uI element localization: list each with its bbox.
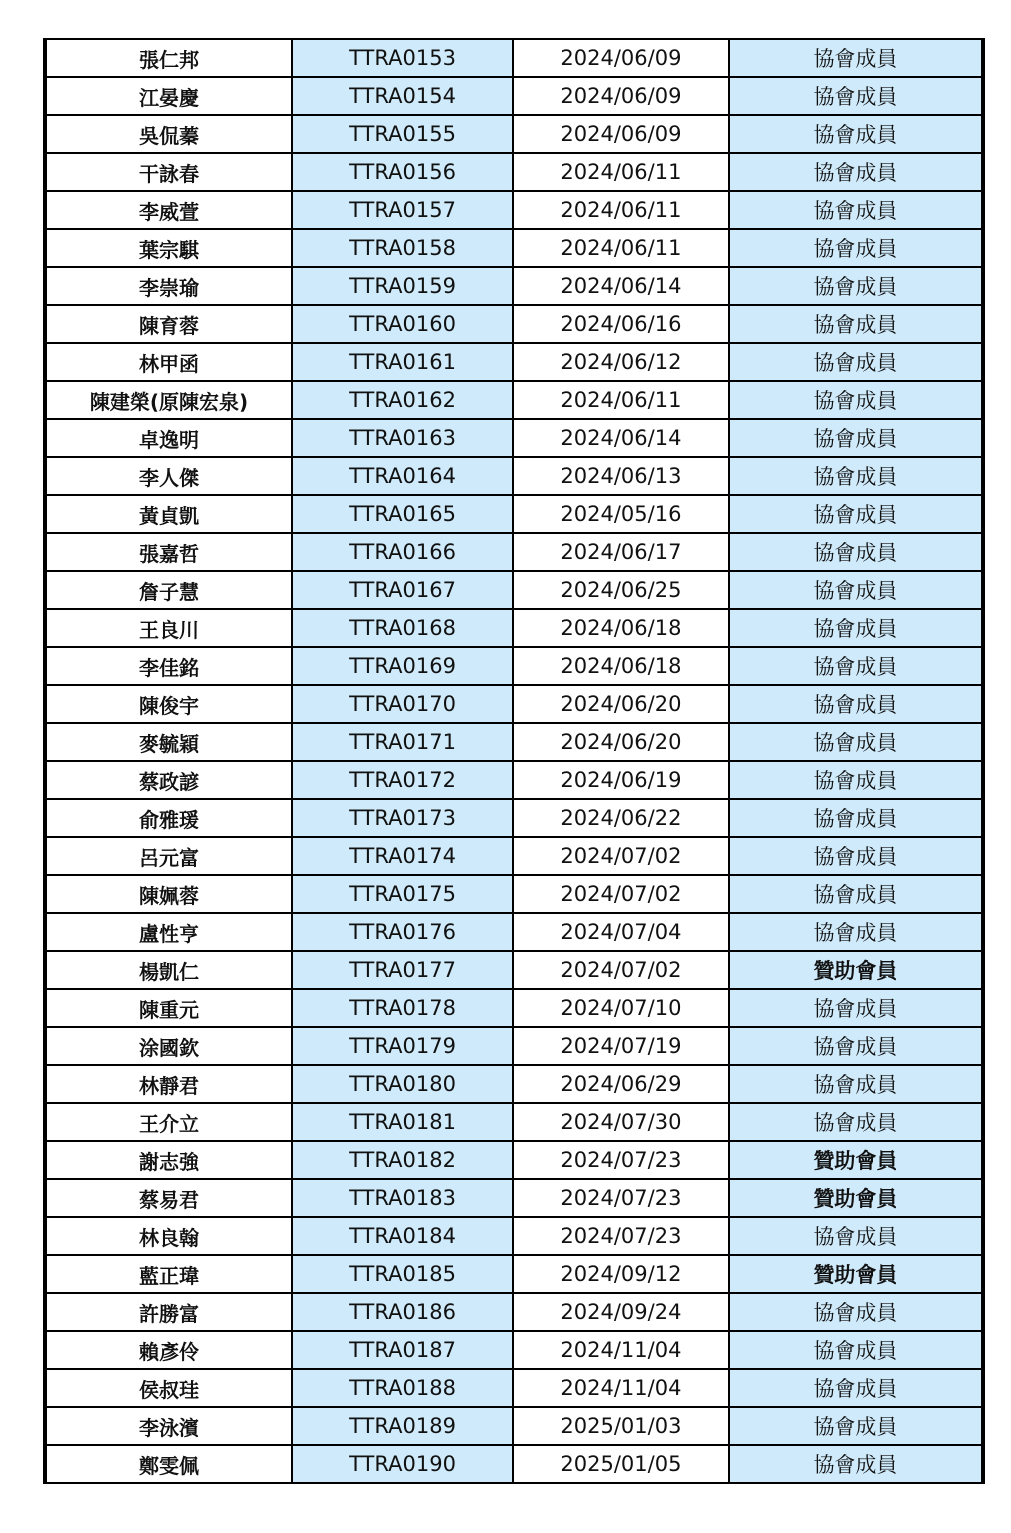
member-id-cell: TTRA0180 [292,1065,513,1103]
member-id-cell: TTRA0158 [292,229,513,267]
table-row [45,723,983,761]
join-date-cell: 2024/06/18 [513,609,729,647]
member-id-cell: TTRA0153 [292,39,513,77]
member-type-cell: 贊助會員 [729,1255,983,1293]
member-id-cell: TTRA0184 [292,1217,513,1255]
member-id-cell: TTRA0173 [292,799,513,837]
member-name-cell: 王良川 [45,609,292,647]
member-name-cell: 賴彥伶 [45,1331,292,1369]
member-id-cell: TTRA0172 [292,761,513,799]
table-row [45,1331,983,1369]
member-name-cell: 李崇瑜 [45,267,292,305]
member-name-cell: 陳姵蓉 [45,875,292,913]
member-name-cell: 張仁邦 [45,39,292,77]
member-id-cell: TTRA0185 [292,1255,513,1293]
table-row [45,115,983,153]
table-row [45,267,983,305]
member-name-cell: 王介立 [45,1103,292,1141]
member-id-cell: TTRA0181 [292,1103,513,1141]
member-type-cell: 協會成員 [729,381,983,419]
table-row [45,39,983,77]
table-row [45,1369,983,1407]
join-date-cell: 2024/06/25 [513,571,729,609]
join-date-cell: 2024/06/11 [513,191,729,229]
table-row [45,495,983,533]
member-name-cell: 謝志強 [45,1141,292,1179]
table-row [45,951,983,989]
table-row [45,305,983,343]
member-type-cell: 協會成員 [729,457,983,495]
member-name-cell: 李佳銘 [45,647,292,685]
member-type-cell: 協會成員 [729,1331,983,1369]
member-type-cell: 協會成員 [729,1369,983,1407]
member-id-cell: TTRA0167 [292,571,513,609]
member-id-cell: TTRA0160 [292,305,513,343]
member-name-cell: 蔡政諺 [45,761,292,799]
table-row [45,1293,983,1331]
member-name-cell: 李泳濱 [45,1407,292,1445]
member-type-cell: 協會成員 [729,875,983,913]
member-id-cell: TTRA0174 [292,837,513,875]
member-table-body [45,39,983,1483]
member-type-cell: 贊助會員 [729,1141,983,1179]
table-row [45,343,983,381]
member-name-cell: 盧性亨 [45,913,292,951]
join-date-cell: 2024/07/04 [513,913,729,951]
member-name-cell: 吳侃蓁 [45,115,292,153]
member-type-cell: 協會成員 [729,419,983,457]
member-type-cell: 協會成員 [729,913,983,951]
member-type-cell: 協會成員 [729,647,983,685]
member-name-cell: 俞雅瑗 [45,799,292,837]
join-date-cell: 2024/06/12 [513,343,729,381]
table-row [45,77,983,115]
member-name-cell: 侯叔珪 [45,1369,292,1407]
member-name-cell: 李威萱 [45,191,292,229]
member-name-cell: 卓逸明 [45,419,292,457]
member-id-cell: TTRA0187 [292,1331,513,1369]
member-name-cell: 陳俊宇 [45,685,292,723]
join-date-cell: 2024/06/29 [513,1065,729,1103]
member-id-cell: TTRA0177 [292,951,513,989]
member-type-cell: 協會成員 [729,191,983,229]
member-id-cell: TTRA0170 [292,685,513,723]
member-id-cell: TTRA0178 [292,989,513,1027]
member-type-cell: 協會成員 [729,495,983,533]
member-id-cell: TTRA0161 [292,343,513,381]
join-date-cell: 2024/06/20 [513,723,729,761]
member-type-cell: 協會成員 [729,799,983,837]
member-type-cell: 協會成員 [729,1103,983,1141]
member-type-cell: 協會成員 [729,1293,983,1331]
member-type-cell: 協會成員 [729,1027,983,1065]
member-id-cell: TTRA0188 [292,1369,513,1407]
join-date-cell: 2024/07/10 [513,989,729,1027]
member-type-cell: 協會成員 [729,343,983,381]
member-name-cell: 許勝富 [45,1293,292,1331]
member-name-cell: 詹子慧 [45,571,292,609]
table-row [45,1179,983,1217]
join-date-cell: 2024/11/04 [513,1369,729,1407]
member-type-cell: 協會成員 [729,1065,983,1103]
member-id-cell: TTRA0179 [292,1027,513,1065]
table-row [45,1407,983,1445]
join-date-cell: 2024/06/17 [513,533,729,571]
member-type-cell: 協會成員 [729,761,983,799]
member-id-cell: TTRA0186 [292,1293,513,1331]
member-id-cell: TTRA0189 [292,1407,513,1445]
member-name-cell: 江晏慶 [45,77,292,115]
member-name-cell: 陳育蓉 [45,305,292,343]
join-date-cell: 2024/06/20 [513,685,729,723]
table-row [45,533,983,571]
member-name-cell: 陳建榮(原陳宏泉) [45,381,292,419]
member-name-cell: 呂元富 [45,837,292,875]
table-row [45,913,983,951]
join-date-cell: 2024/06/11 [513,153,729,191]
member-name-cell: 干詠春 [45,153,292,191]
join-date-cell: 2025/01/03 [513,1407,729,1445]
table-row [45,1103,983,1141]
member-id-cell: TTRA0164 [292,457,513,495]
table-row [45,1217,983,1255]
member-name-cell: 楊凱仁 [45,951,292,989]
join-date-cell: 2024/07/02 [513,837,729,875]
member-id-cell: TTRA0165 [292,495,513,533]
member-type-cell: 贊助會員 [729,1179,983,1217]
member-type-cell: 協會成員 [729,77,983,115]
join-date-cell: 2024/06/09 [513,115,729,153]
member-type-cell: 協會成員 [729,723,983,761]
table-row [45,1065,983,1103]
member-table [43,38,985,1484]
table-row [45,761,983,799]
member-id-cell: TTRA0163 [292,419,513,457]
table-row [45,989,983,1027]
join-date-cell: 2024/06/11 [513,229,729,267]
member-name-cell: 鄭雯佩 [45,1445,292,1483]
join-date-cell: 2024/06/09 [513,39,729,77]
join-date-cell: 2024/09/24 [513,1293,729,1331]
table-row [45,875,983,913]
join-date-cell: 2024/06/09 [513,77,729,115]
join-date-cell: 2024/06/13 [513,457,729,495]
member-name-cell: 麥毓穎 [45,723,292,761]
table-row [45,799,983,837]
member-id-cell: TTRA0154 [292,77,513,115]
member-type-cell: 協會成員 [729,571,983,609]
join-date-cell: 2024/07/23 [513,1141,729,1179]
join-date-cell: 2024/06/14 [513,419,729,457]
join-date-cell: 2024/06/16 [513,305,729,343]
join-date-cell: 2024/07/19 [513,1027,729,1065]
table-row [45,381,983,419]
table-row [45,1027,983,1065]
member-name-cell: 蔡易君 [45,1179,292,1217]
member-id-cell: TTRA0155 [292,115,513,153]
table-row [45,647,983,685]
member-name-cell: 陳重元 [45,989,292,1027]
join-date-cell: 2024/07/30 [513,1103,729,1141]
join-date-cell: 2024/06/11 [513,381,729,419]
join-date-cell: 2024/06/19 [513,761,729,799]
member-name-cell: 林甲函 [45,343,292,381]
table-row [45,1141,983,1179]
table-row [45,457,983,495]
table-row [45,685,983,723]
member-id-cell: TTRA0175 [292,875,513,913]
member-type-cell: 協會成員 [729,229,983,267]
member-type-cell: 協會成員 [729,533,983,571]
member-id-cell: TTRA0182 [292,1141,513,1179]
member-type-cell: 協會成員 [729,267,983,305]
table-row [45,191,983,229]
member-id-cell: TTRA0156 [292,153,513,191]
table-row [45,153,983,191]
join-date-cell: 2024/05/16 [513,495,729,533]
member-name-cell: 藍正瑋 [45,1255,292,1293]
join-date-cell: 2024/07/02 [513,951,729,989]
join-date-cell: 2025/01/05 [513,1445,729,1483]
member-name-cell: 黃貞凱 [45,495,292,533]
member-id-cell: TTRA0171 [292,723,513,761]
table-row [45,1255,983,1293]
member-name-cell: 涂國欽 [45,1027,292,1065]
table-row [45,837,983,875]
table-row [45,1445,983,1483]
member-type-cell: 協會成員 [729,39,983,77]
member-type-cell: 協會成員 [729,989,983,1027]
member-id-cell: TTRA0168 [292,609,513,647]
member-type-cell: 協會成員 [729,1407,983,1445]
member-type-cell: 贊助會員 [729,951,983,989]
join-date-cell: 2024/06/14 [513,267,729,305]
table-row [45,419,983,457]
member-name-cell: 林靜君 [45,1065,292,1103]
member-name-cell: 林良翰 [45,1217,292,1255]
member-id-cell: TTRA0183 [292,1179,513,1217]
join-date-cell: 2024/09/12 [513,1255,729,1293]
member-type-cell: 協會成員 [729,1217,983,1255]
member-id-cell: TTRA0190 [292,1445,513,1483]
member-type-cell: 協會成員 [729,153,983,191]
table-row [45,571,983,609]
join-date-cell: 2024/07/02 [513,875,729,913]
table-row [45,609,983,647]
member-type-cell: 協會成員 [729,115,983,153]
member-name-cell: 張嘉哲 [45,533,292,571]
join-date-cell: 2024/11/04 [513,1331,729,1369]
join-date-cell: 2024/07/23 [513,1179,729,1217]
member-type-cell: 協會成員 [729,1445,983,1483]
member-id-cell: TTRA0162 [292,381,513,419]
member-id-cell: TTRA0176 [292,913,513,951]
member-id-cell: TTRA0159 [292,267,513,305]
member-type-cell: 協會成員 [729,609,983,647]
member-type-cell: 協會成員 [729,685,983,723]
member-id-cell: TTRA0169 [292,647,513,685]
member-type-cell: 協會成員 [729,305,983,343]
member-type-cell: 協會成員 [729,837,983,875]
member-id-cell: TTRA0166 [292,533,513,571]
join-date-cell: 2024/06/18 [513,647,729,685]
join-date-cell: 2024/07/23 [513,1217,729,1255]
join-date-cell: 2024/06/22 [513,799,729,837]
table-row [45,229,983,267]
member-name-cell: 李人傑 [45,457,292,495]
member-id-cell: TTRA0157 [292,191,513,229]
member-name-cell: 葉宗騏 [45,229,292,267]
